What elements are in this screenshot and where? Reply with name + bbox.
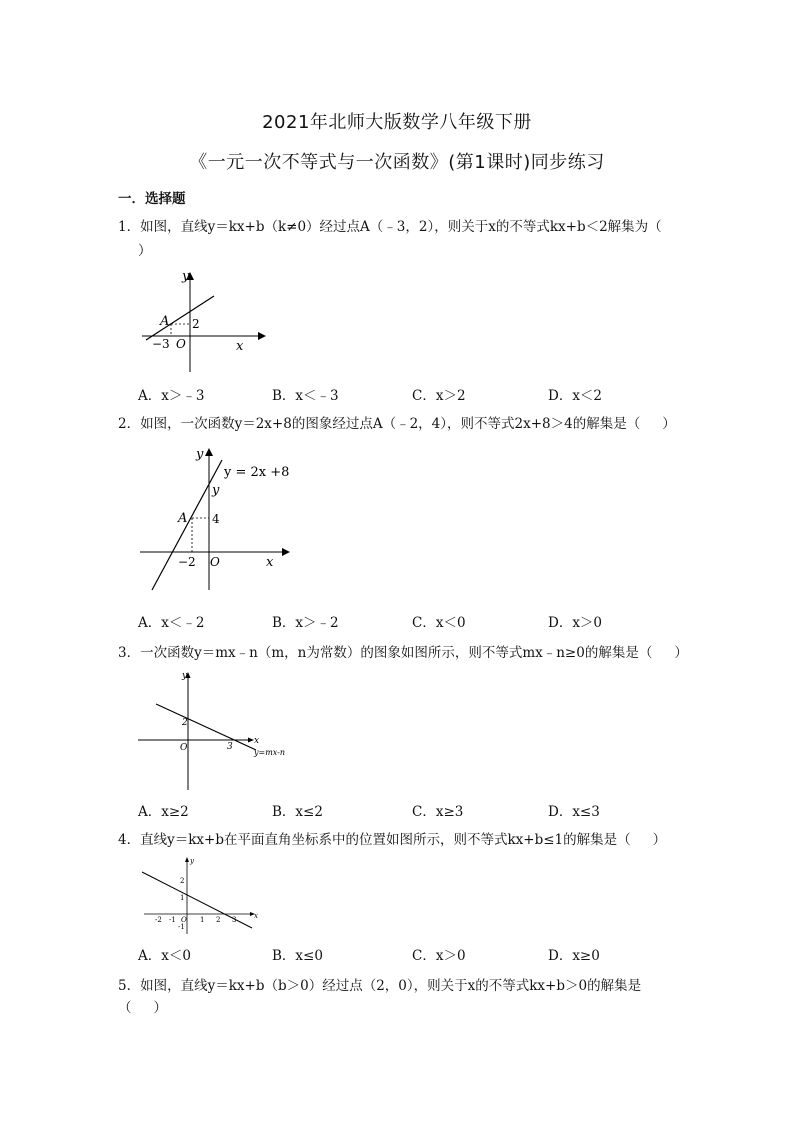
tick-label: 1 — [200, 916, 205, 924]
tick-label: -1 — [169, 916, 176, 924]
question-3 — [118, 642, 688, 664]
tick-label: 4 — [212, 512, 220, 526]
y-label: y — [182, 671, 188, 681]
tick-label: -1 — [178, 923, 185, 931]
tick-label: 3 — [227, 742, 233, 752]
x-axis-arrow — [258, 332, 266, 340]
x-label: x — [236, 339, 244, 354]
option-d[interactable]: D．x≥0 — [548, 948, 600, 964]
question-text: 一次函数y＝mx﹣n（m，n为常数）的图象如图所示，则不等式mx﹣n≥0的解集是（ — [140, 645, 653, 661]
option-d[interactable]: D．x＜2 — [548, 388, 603, 404]
option-b[interactable]: B．x≤0 — [272, 948, 323, 964]
option-a[interactable]: A．x＜﹣2 — [138, 615, 205, 631]
option-c[interactable]: C．x≥3 — [412, 804, 464, 820]
page-title: 2021年北师大版数学八年级下册 — [262, 112, 532, 133]
origin-label: O — [176, 337, 186, 351]
tick-label: 2 — [216, 916, 221, 924]
tick-label: -2 — [155, 916, 162, 924]
line-equation: y = 2x +8 — [224, 465, 290, 480]
option-c[interactable]: C．x＞2 — [412, 388, 466, 404]
option-b[interactable]: B．x＞﹣2 — [272, 615, 339, 631]
tick-label: −3 — [152, 337, 170, 351]
x-label: x — [254, 912, 258, 920]
point-a-label: A — [160, 314, 170, 329]
x-label: x — [254, 736, 260, 746]
question-2-graph — [136, 444, 306, 594]
tick-label: 2 — [182, 718, 188, 728]
x-label: x — [266, 555, 274, 570]
question-paren-close: ） — [138, 243, 152, 259]
question-1-graph — [138, 268, 268, 376]
question-5 — [118, 975, 688, 1019]
option-a[interactable]: A．x＜0 — [138, 948, 191, 964]
y-axis-arrow — [185, 857, 189, 862]
page-subtitle: 《一元一次不等式与一次函数》(第1课时)同步练习 — [189, 152, 605, 173]
question-text: 如图，直线y＝kx+b（b＞0）经过点（2，0），则关于x的不等式kx+b＞0的解集是（ — [118, 978, 642, 1016]
tick-label: 2 — [180, 877, 185, 885]
tick-label: 2 — [192, 317, 200, 331]
y-intercept-label: y — [212, 483, 220, 498]
question-number: 3． — [118, 645, 141, 661]
question-4-graph — [138, 854, 264, 936]
option-a[interactable]: A．x≥2 — [138, 804, 189, 820]
origin-label: O — [180, 743, 188, 753]
y-label: y — [190, 857, 194, 865]
tick-label: −2 — [178, 555, 196, 569]
question-text: 直线y＝kx+b在平面直角坐标系中的位置如图所示，则不等式kx+b≤1的解集是（ — [140, 832, 631, 848]
question-number: 4． — [118, 832, 141, 848]
question-3-graph — [136, 668, 296, 792]
question-number: 1． — [118, 219, 141, 235]
line-graph — [146, 296, 214, 340]
option-d[interactable]: D．x≤3 — [548, 804, 600, 820]
question-paren-close: ） — [662, 416, 676, 432]
question-paren-close: ） — [153, 1000, 167, 1016]
question-number: 2． — [118, 416, 141, 432]
y-axis-arrow — [205, 448, 213, 456]
question-text: 如图，一次函数y＝2x+8的图象经过点A（﹣2，4），则不等式2x+8＞4的解集是（ — [140, 416, 641, 432]
point-a-label: A — [178, 511, 188, 526]
tick-label: 3 — [232, 916, 237, 924]
origin-label: O — [210, 555, 220, 569]
y-label: y — [182, 269, 190, 284]
section-heading: 一．选择题 — [118, 191, 186, 207]
question-number: 5． — [118, 978, 141, 994]
line-equation: y=mx-n — [254, 748, 286, 757]
option-b[interactable]: B．x≤2 — [272, 804, 323, 820]
tick-label: 1 — [180, 894, 185, 902]
origin-label: O — [181, 916, 187, 924]
option-d[interactable]: D．x＞0 — [548, 615, 603, 631]
line-graph — [156, 704, 256, 750]
option-c[interactable]: C．x＞0 — [412, 948, 466, 964]
y-label: y — [196, 447, 204, 462]
option-c[interactable]: C．x＜0 — [412, 615, 466, 631]
question-paren-close: ） — [674, 645, 688, 661]
question-text: 如图，直线y＝kx+b（k≠0）经过点A（﹣3，2），则关于x的不等式kx+b＜2解集为（ — [140, 219, 662, 235]
question-1 — [118, 216, 688, 259]
option-a[interactable]: A．x＞﹣3 — [138, 388, 205, 404]
question-4 — [118, 829, 688, 851]
question-paren-close: ） — [652, 832, 667, 848]
option-b[interactable]: B．x＜﹣3 — [272, 388, 339, 404]
question-2 — [118, 413, 688, 435]
x-axis-arrow — [282, 548, 290, 556]
